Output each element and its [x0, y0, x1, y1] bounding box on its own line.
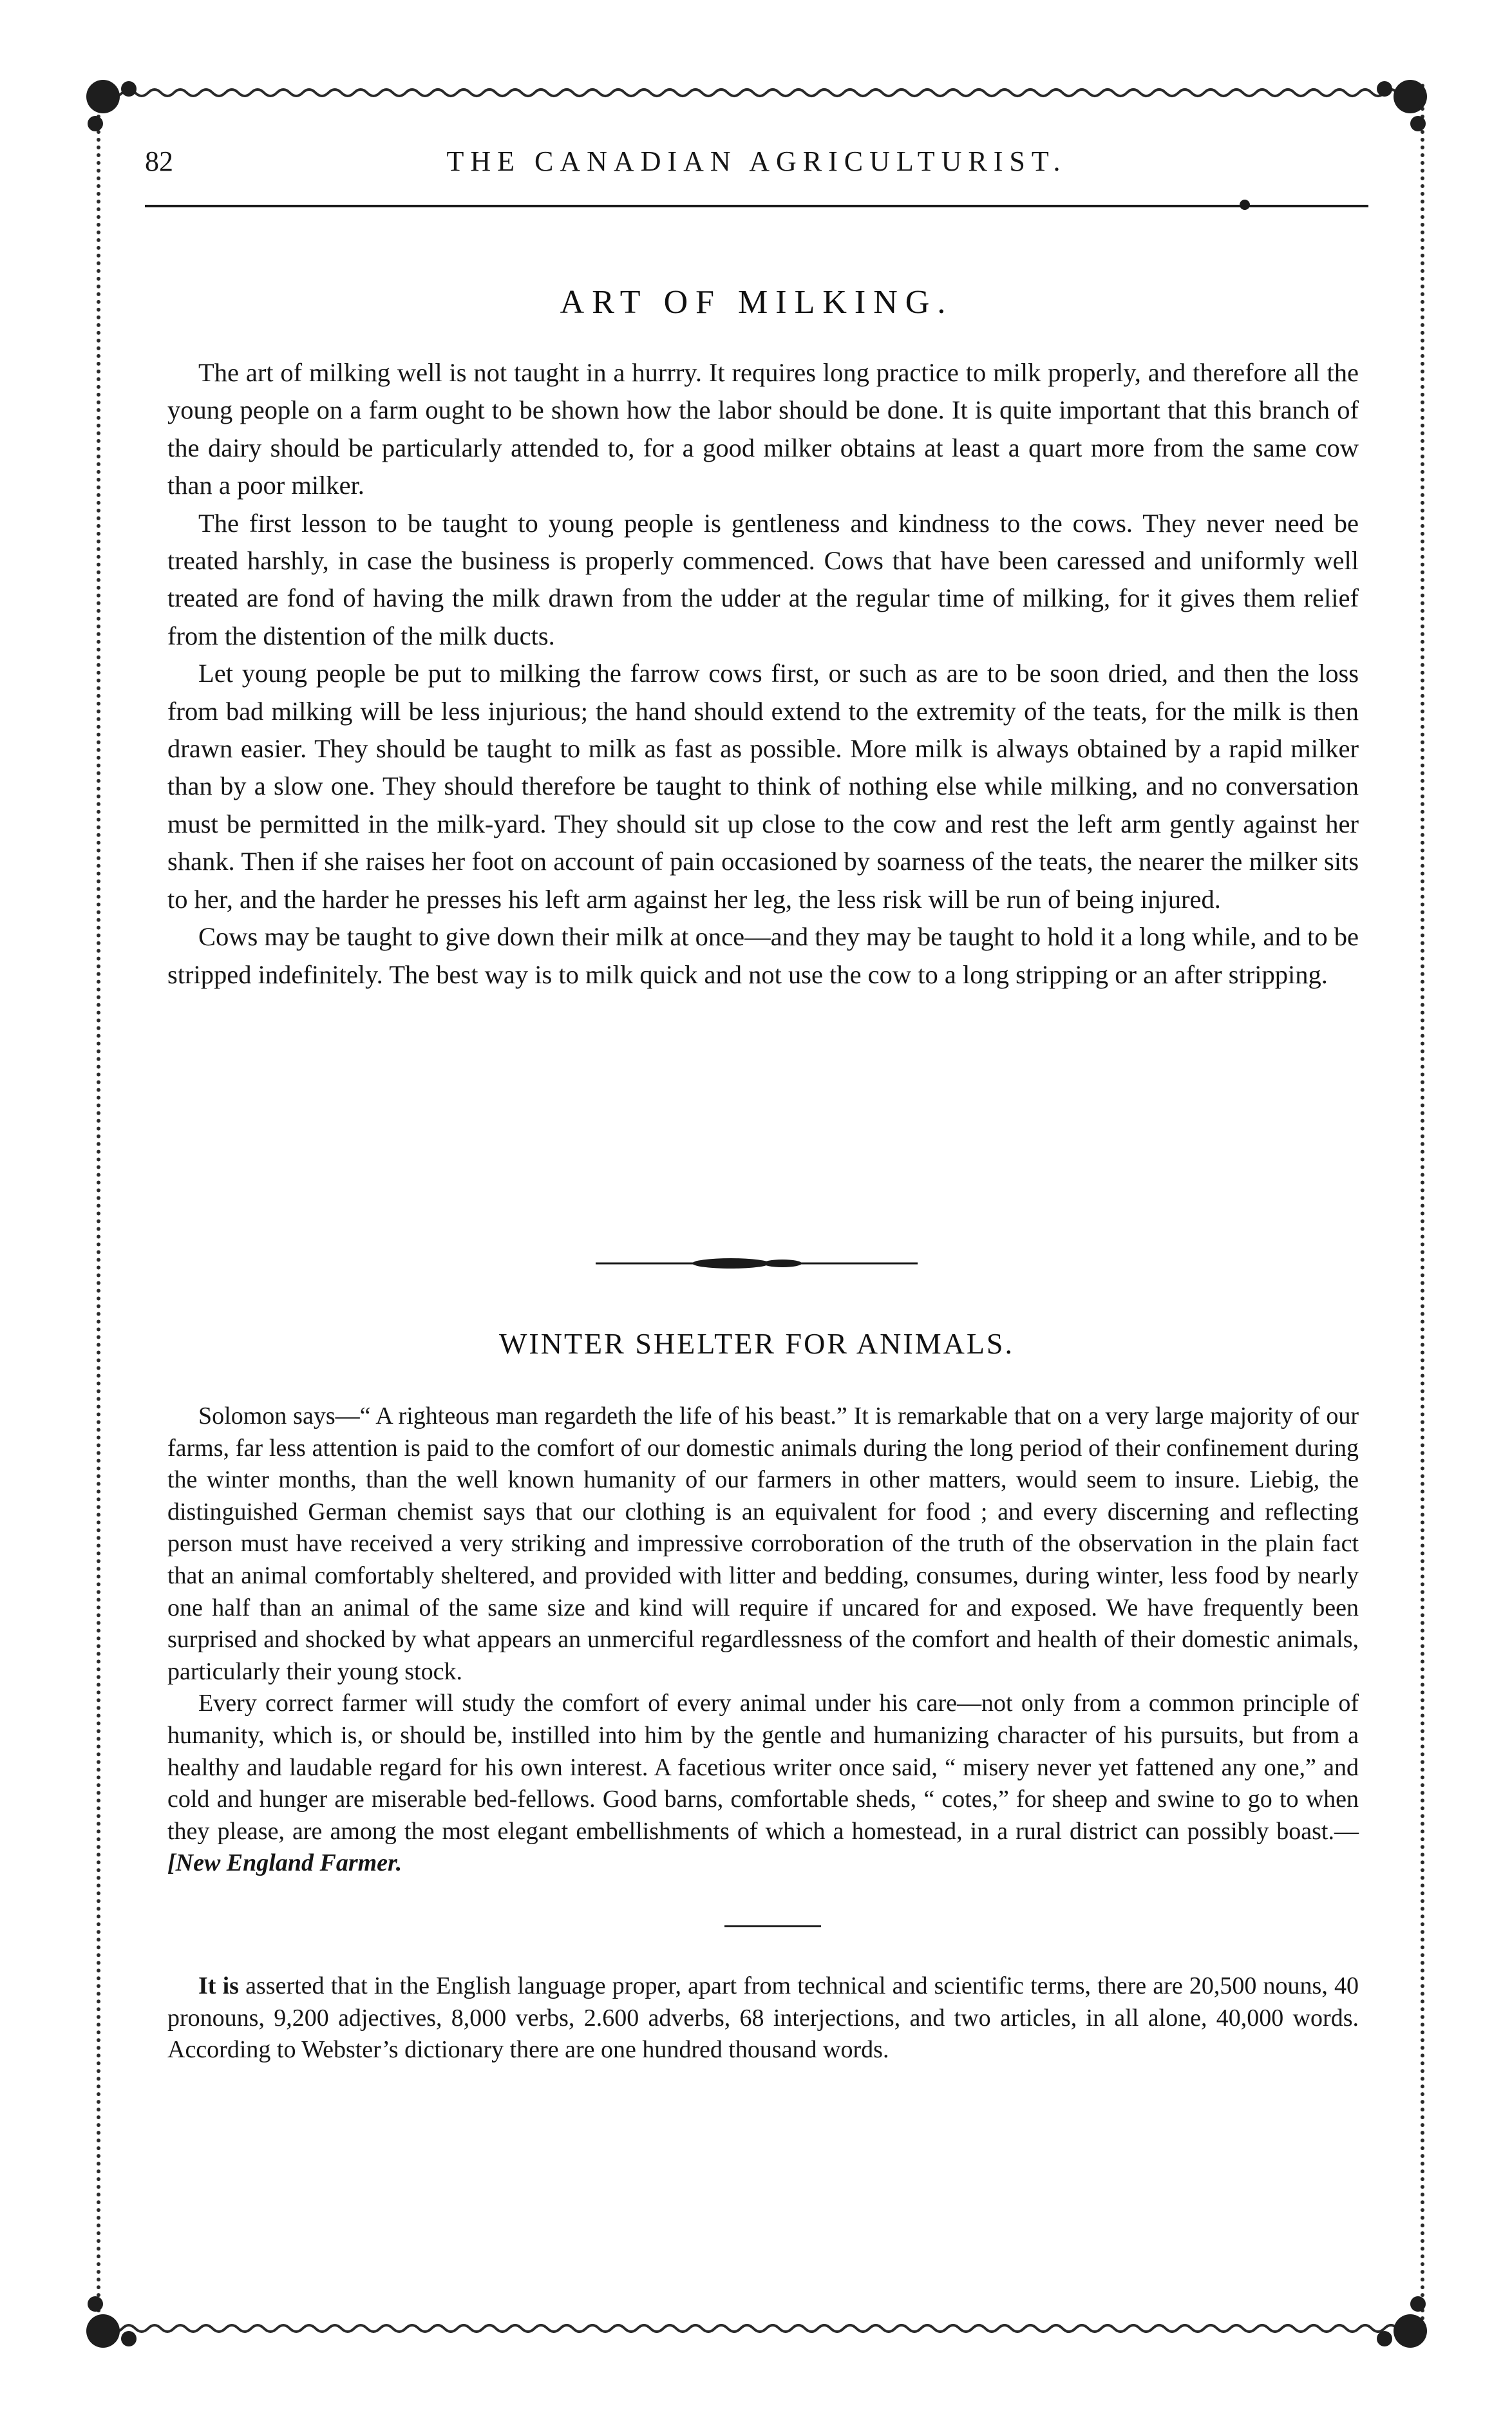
source-citation: [New England Farmer.	[167, 1849, 402, 1877]
short-separator-rule	[724, 1925, 821, 1927]
paragraph: The first lesson to be taught to young people is gentleness and kindness to the cows. They never need be treated harshly, in case the business is properly commenced. Cows that have been caressed and uniformly well treated are fond of having the milk drawn from the udder at the regular time of milking, for it gives them relief from the distention of the milk ducts.	[167, 508, 1359, 650]
page-header	[145, 145, 1368, 190]
paragraph-text: Every correct farmer will study the comfort of every animal under his care—not only from a common principle of humanity, which is, or should be, instilled into him by the gentle and humanizing character of his pursuits, but from a healthy and laudable regard for his own interest. A facetious writer once said, “ misery never yet fattened any one,” and cold and hunger are miserable bed-fellows. Good barns, comfortable sheds, “ cotes,” for sheep and swine to go to when they please, are among the most elegant embellishments of which a homestead, in a rural district can possibly boast.—	[167, 1690, 1359, 1845]
note-body	[167, 1970, 1359, 2066]
article-body-winter-shelter	[167, 1401, 1359, 1880]
ornament-separator-icon	[596, 1256, 918, 1271]
bottom-border-vine	[97, 2319, 1421, 2337]
top-border-vine	[97, 84, 1421, 102]
corner-flourish-icon	[1359, 2279, 1436, 2357]
corner-flourish-icon	[77, 2279, 155, 2357]
paragraph	[167, 1688, 1359, 1880]
paragraph: The art of milking well is not taught in a hurrry. It requires long practice to milk properly, and therefore all the young people on a farm ought to be shown how the labor should be done. It is quite important that this branch of the dairy should be particularly attended to, for a good milker obtains at least a quart more from the same cow than a poor milker.	[167, 358, 1359, 500]
header-rule	[145, 205, 1368, 207]
corner-flourish-icon	[1359, 71, 1436, 148]
corner-flourish-icon	[77, 71, 155, 148]
note-lead: It is	[198, 1972, 239, 1999]
note-text: asserted that in the English language proper, apart from technical and scientific terms, there are 20,500 nouns, 40 pronouns, 9,200 adjectives, 8,000 verbs, 2.600 adverbs, 68 interjections, and two articles, in all alone, 40,000 words. According to Webster’s dictionary there are one hundred thousand words.	[167, 1972, 1359, 2064]
page-number: 82	[145, 146, 173, 177]
article-title-winter-shelter: WINTER SHELTER FOR ANIMALS.	[499, 1327, 1014, 1360]
article-title-milking: ART OF MILKING.	[560, 284, 954, 321]
header-rule-dot	[1240, 200, 1250, 210]
paragraph: Solomon says—“ A righteous man regardeth the life of his beast.” It is remarkable that on a very large majority of our farms, far less attention is paid to the comfort of our domestic animals during the long period of their confinement during the winter months, than the well known humanity of our farmers in other matters, would seem to insure. Liebig, the distinguished German chemist says that our clothing is an equivalent for food ; and every discerning and reflecting person must have received a very striking and impressive corroboration of the truth of the observation in the plain fact that an animal comfortably sheltered, and provided with litter and bedding, consumes, during winter, less food by nearly one half than an animal of the same size and kind will require if uncared for and exposed. We have frequently been surprised and shocked by what appears an unmerciful regardlessness of the comfort and health of their domestic animals, particularly their young stock.	[167, 1402, 1359, 1685]
paragraph	[167, 1970, 1359, 2066]
paragraph: Let young people be put to milking the farrow cows first, or such as are to be soon dried, and then the loss from bad milking will be less injurious; the hand should extend to the extremity of the teats, for the milk is then drawn easier. They should be taught to milk as fast as possible. More milk is always obtained by a rapid milker than by a slow one. They should therefore be taught to think of nothing else while milking, and no conversation must be permitted in the milk-yard. They should sit up close to the cow and rest the left arm gently against her shank. Then if she raises her foot on account of pain occasioned by soarness of the teats, the nearer the milker sits to her, and the harder he presses his left arm against her leg, the less risk will be run of being injured.	[167, 659, 1359, 914]
paragraph: Cows may be taught to give down their milk at once—and they may be taught to hold it a long while, and to be stripped indefinitely. The best way is to milk quick and not use the cow to a long stripping or an after stripping.	[167, 922, 1359, 989]
article-body-milking	[167, 354, 1359, 994]
running-title: THE CANADIAN AGRICULTURIST.	[446, 146, 1067, 177]
